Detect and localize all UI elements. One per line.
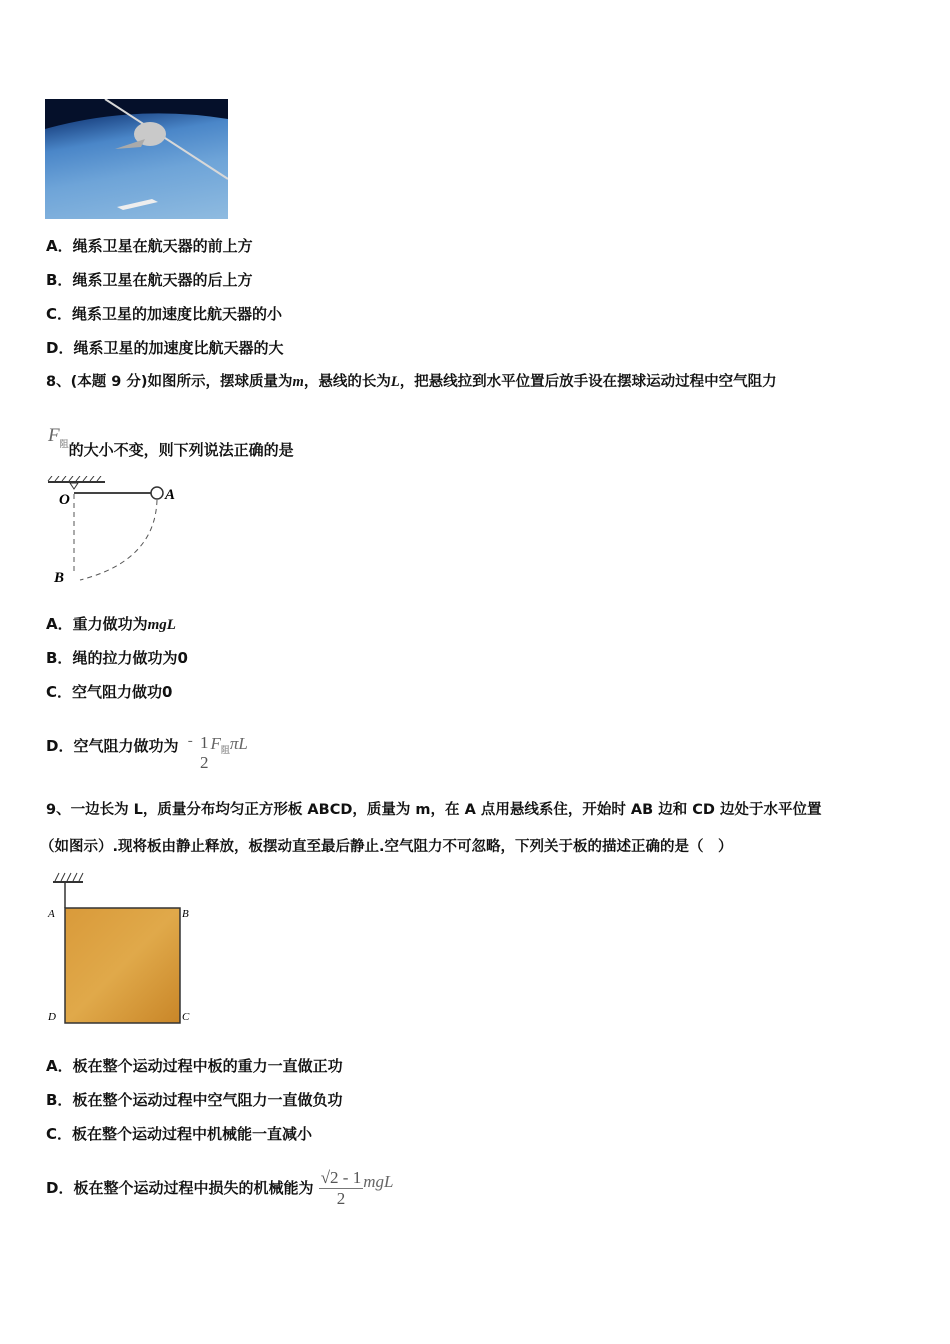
q9-option-a: A．板在整个运动过程中板的重力一直做正功 — [46, 1057, 343, 1075]
svg-text:B: B — [182, 908, 189, 920]
label-b: B — [54, 570, 65, 586]
q8-stem-line2: F阻的大小不变，则下列说法正确的是 — [48, 425, 294, 459]
pendulum-figure — [45, 476, 185, 588]
label-a: A — [165, 487, 176, 503]
q8-option-b: B．绳的拉力做功为0 — [46, 649, 188, 667]
svg-text:C: C — [182, 1011, 190, 1023]
formula-lost-energy: $\frac{√2 - 1}{2}$ — [320, 1168, 362, 1208]
q7-option-b: B．绳系卫星在航天器的后上方 — [46, 271, 253, 289]
formula-work-air-resistance: - 1 2 $F^阻\pi L$ — [187, 732, 248, 772]
q9-option-c: C．板在整个运动过程中机械能一直减小 — [46, 1125, 313, 1143]
svg-text:A: A — [48, 908, 55, 920]
q8-option-c: C．空气阻力做功0 — [46, 683, 173, 701]
q8-option-a: A．重力做功为mgL — [46, 615, 176, 633]
q8-stem-line1: 8、(本题 9 分)如图所示，摆球质量为m，悬线的长为L，把悬线拉到水平位置后放手设在摆球运动过程中空气阻力 — [46, 374, 777, 390]
q9-stem-line1: 9、一边长为 L，质量分布均匀正方形板 ABCD，质量为 m，在 A 点用悬线系住，开始时 AB 边和 CD 边处于水平位置 — [46, 802, 822, 818]
q7-option-d: D．绳系卫星的加速度比航天器的大 — [46, 339, 284, 357]
q7-option-c: C．绳系卫星的加速度比航天器的小 — [46, 305, 283, 323]
q7-option-a: A．绳系卫星在航天器的前上方 — [46, 237, 253, 255]
label-o: O — [59, 492, 70, 508]
square-board-figure — [45, 870, 200, 1030]
q9-option-d: D．板在整个运动过程中损失的机械能为 $\frac{√2 - 1}{2}$ mgL — [46, 1168, 394, 1208]
q8-option-d: D．空气阻力做功为 - 1 2 $F^阻\pi L$ — [46, 720, 248, 773]
satellite-photo — [45, 99, 228, 219]
q9-option-b: B．板在整个运动过程中空气阻力一直做负功 — [46, 1091, 343, 1109]
svg-text:D: D — [48, 1011, 56, 1023]
q9-stem-line2: （如图示）.现将板由静止释放，板摆动直至最后静止.空气阻力不可忽略，下列关于板的描述正确的是（ ） — [40, 839, 733, 855]
